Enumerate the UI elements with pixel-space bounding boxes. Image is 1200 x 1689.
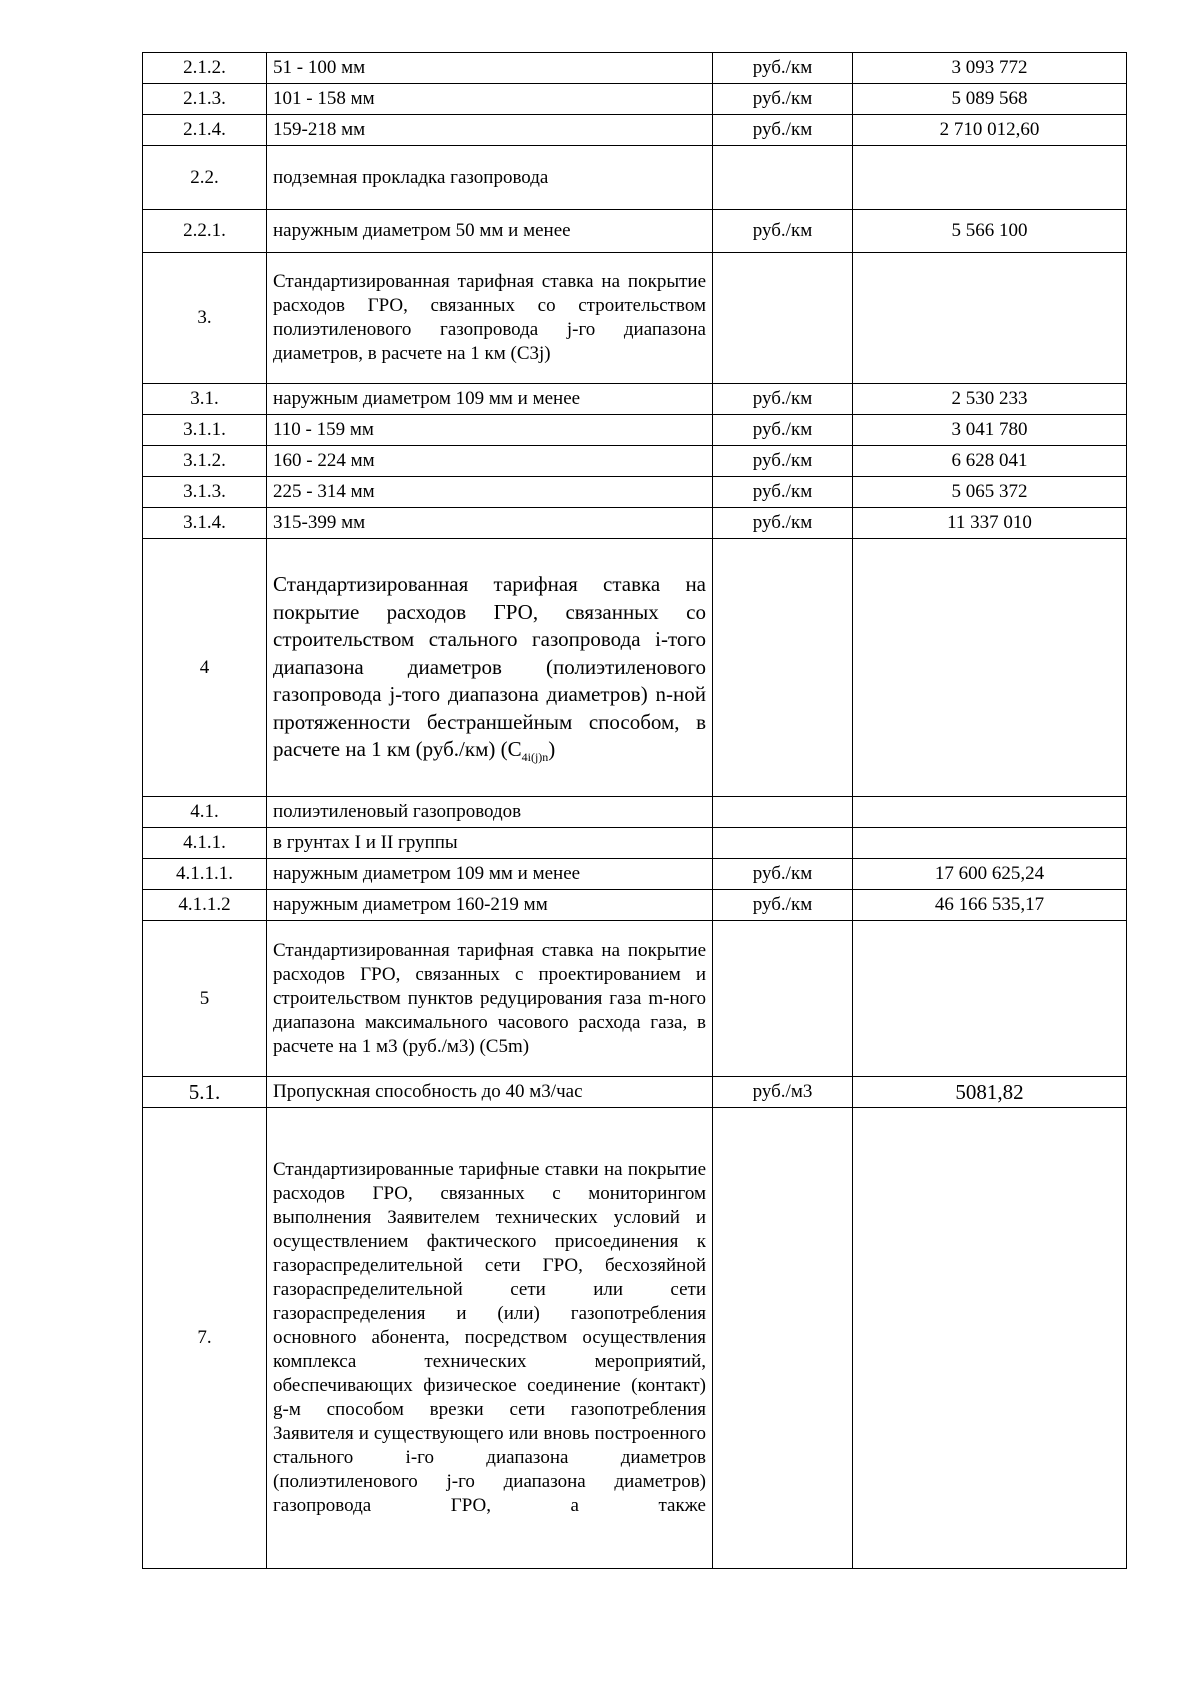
row-value: 5081,82: [853, 1077, 1127, 1108]
row-value: [853, 797, 1127, 828]
row-name: в грунтах I и II группы: [267, 828, 713, 859]
row-unit: руб./км: [713, 115, 853, 146]
row-value: 11 337 010: [853, 508, 1127, 539]
row-name-tail: ): [548, 737, 556, 762]
row-unit: [713, 539, 853, 797]
row-unit: руб./км: [713, 415, 853, 446]
row-name: 160 - 224 мм: [267, 446, 713, 477]
row-unit: руб./м3: [713, 1077, 853, 1108]
row-unit: [713, 828, 853, 859]
table-row: [143, 477, 1127, 508]
row-number: 3.1.4.: [143, 508, 267, 539]
row-number: 4.1.1.1.: [143, 859, 267, 890]
row-name-subscript: 4i(j)n: [521, 750, 549, 765]
row-name: [267, 1108, 713, 1569]
table-row: [143, 797, 1127, 828]
row-number: 2.1.2.: [143, 53, 267, 84]
row-value: 5 065 372: [853, 477, 1127, 508]
row-name: [267, 539, 713, 797]
row-number: 3.1.: [143, 384, 267, 415]
row-name: наружным диаметром 50 мм и менее: [267, 210, 713, 253]
table-row: [143, 415, 1127, 446]
table-row: [143, 1108, 1127, 1569]
row-value: [853, 828, 1127, 859]
row-name: [267, 921, 713, 1077]
row-value: 5 566 100: [853, 210, 1127, 253]
row-name: наружным диаметром 109 мм и менее: [267, 859, 713, 890]
table-row: [143, 828, 1127, 859]
table-row: [143, 539, 1127, 797]
row-name: полиэтиленовый газопроводов: [267, 797, 713, 828]
row-unit: руб./км: [713, 508, 853, 539]
row-name: подземная прокладка газопровода: [267, 146, 713, 210]
table-row: [143, 384, 1127, 415]
row-number: 7.: [143, 1108, 267, 1569]
row-value: 6 628 041: [853, 446, 1127, 477]
row-number: 3.1.2.: [143, 446, 267, 477]
row-unit: [713, 797, 853, 828]
row-number: 2.1.3.: [143, 84, 267, 115]
row-name: Пропускная способность до 40 м3/час: [267, 1077, 713, 1108]
row-value: 3 041 780: [853, 415, 1127, 446]
row-number: 3.1.3.: [143, 477, 267, 508]
table-row: [143, 146, 1127, 210]
row-name-text: Стандартизированная тарифная ставка на покрытие расходов ГРО, связанных со строительством полиэтиленового газопровода j-го диапазона диаметров, в расчете на 1 км (С3j): [273, 271, 706, 364]
row-unit: руб./км: [713, 859, 853, 890]
table-row: [143, 210, 1127, 253]
row-value: [853, 146, 1127, 210]
row-number: 4.1.: [143, 797, 267, 828]
row-unit: [713, 146, 853, 210]
row-unit: [713, 1108, 853, 1569]
row-name: [267, 253, 713, 384]
row-name-text: Стандартизированные тарифные ставки на покрытие расходов ГРО, связанных с мониторингом выполнения Заявителем технических условий и осуществлением фактического присоединения к газораспределительной сети ГРО, бесхозяйной газораспределительной сети или сети газораспределения и (или) газопотребления основного абонента, посредством осуществления комплекса технических мероприятий, обеспечивающих физическое соединение (контакт) g-м способом врезки сети газопотребления Заявителя и существующего или вновь построенного стального i-го диапазона диаметров (полиэтиленового j-го диапазона диаметров) газопровода ГРО, а также: [273, 1159, 706, 1516]
row-name-body: Стандартизированная тарифная ставка на покрытие расходов ГРО, связанных со строительством стального газопровода i-того диапазона диаметров (полиэтиленового газопровода j-того диапазона диаметров) n-ной протяженности бестраншейным способом, в расчете на 1 км (руб./км) (С: [273, 572, 706, 762]
row-name: 225 - 314 мм: [267, 477, 713, 508]
row-unit: руб./км: [713, 477, 853, 508]
row-value: [853, 253, 1127, 384]
row-number: 2.2.1.: [143, 210, 267, 253]
row-number: 3.: [143, 253, 267, 384]
table-row: [143, 53, 1127, 84]
row-value: 3 093 772: [853, 53, 1127, 84]
row-number: 2.1.4.: [143, 115, 267, 146]
table-row: [143, 921, 1127, 1077]
row-number: 2.2.: [143, 146, 267, 210]
row-number: 5: [143, 921, 267, 1077]
row-name-text: [273, 571, 706, 764]
row-number: 4.1.1.: [143, 828, 267, 859]
row-unit: [713, 253, 853, 384]
row-value: [853, 921, 1127, 1077]
row-unit: [713, 921, 853, 1077]
row-name-text: Стандартизированная тарифная ставка на покрытие расходов ГРО, связанных с проектированием и строительством пунктов редуцирования газа m-ного диапазона максимального часового расхода газа, в расчете на 1 м3 (руб./м3) (С5m): [273, 939, 706, 1057]
row-value: 5 089 568: [853, 84, 1127, 115]
table-row: [143, 84, 1127, 115]
tariff-table: [142, 52, 1127, 1569]
row-unit: руб./км: [713, 210, 853, 253]
row-value: 2 530 233: [853, 384, 1127, 415]
row-unit: руб./км: [713, 84, 853, 115]
row-name: наружным диаметром 160-219 мм: [267, 890, 713, 921]
table-row: [143, 859, 1127, 890]
table-row: [143, 1077, 1127, 1108]
row-unit: руб./км: [713, 384, 853, 415]
table-row: [143, 890, 1127, 921]
row-number: 3.1.1.: [143, 415, 267, 446]
row-name: 51 - 100 мм: [267, 53, 713, 84]
row-value: 17 600 625,24: [853, 859, 1127, 890]
table-row: [143, 115, 1127, 146]
row-value: [853, 1108, 1127, 1569]
row-name: 315-399 мм: [267, 508, 713, 539]
row-name: 110 - 159 мм: [267, 415, 713, 446]
row-name: 159-218 мм: [267, 115, 713, 146]
row-value: 2 710 012,60: [853, 115, 1127, 146]
row-number: 4: [143, 539, 267, 797]
table-row: [143, 253, 1127, 384]
row-value: 46 166 535,17: [853, 890, 1127, 921]
row-unit: руб./км: [713, 890, 853, 921]
row-value: [853, 539, 1127, 797]
row-name: наружным диаметром 109 мм и менее: [267, 384, 713, 415]
row-name: 101 - 158 мм: [267, 84, 713, 115]
row-number: 5.1.: [143, 1077, 267, 1108]
table-row: [143, 446, 1127, 477]
row-number: 4.1.1.2: [143, 890, 267, 921]
row-unit: руб./км: [713, 53, 853, 84]
row-unit: руб./км: [713, 446, 853, 477]
table-row: [143, 508, 1127, 539]
